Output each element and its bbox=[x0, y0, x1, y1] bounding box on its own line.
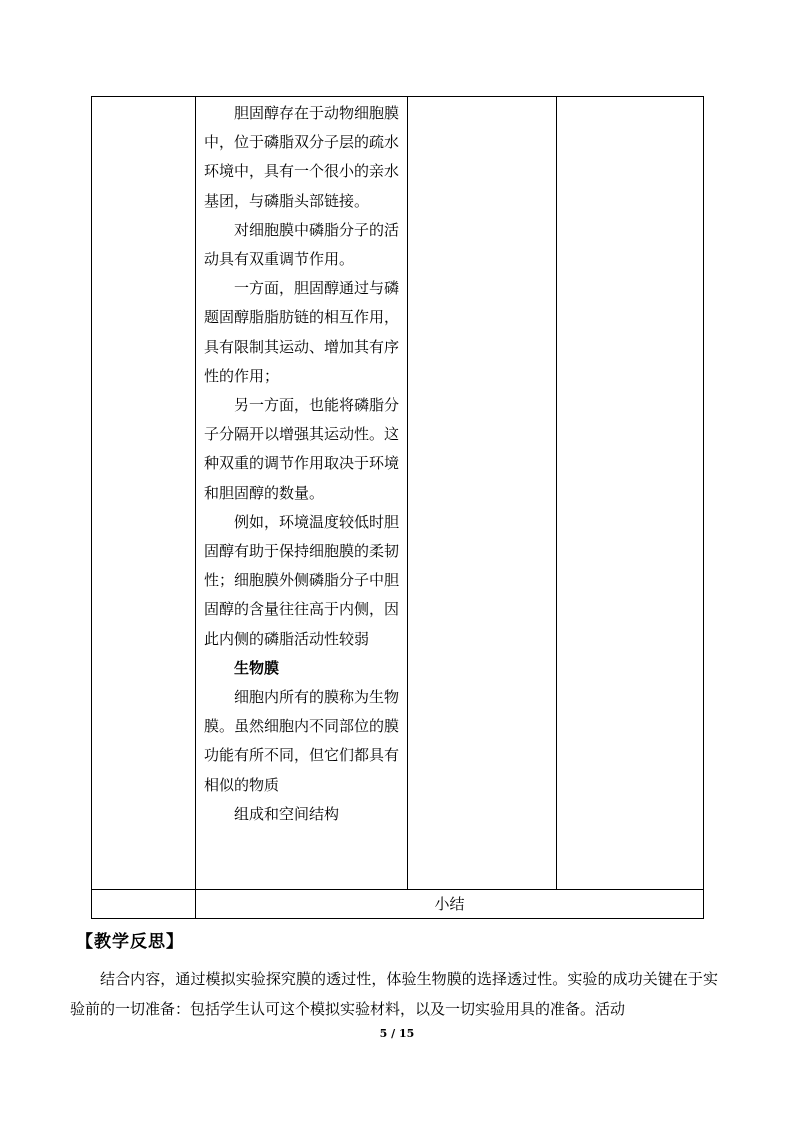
summary-cell: 小结 bbox=[196, 890, 704, 919]
page-number: 5 / 15 bbox=[379, 1027, 415, 1040]
paragraph-enhance-motion: 另一方面，也能将磷脂分子分隔开以增强其运动性。这种双重的调节作用取决于环境和胆固醇的数量。 bbox=[204, 396, 400, 502]
paragraph-biomembrane: 细胞内所有的膜称为生物膜。虽然细胞内不同部位的膜功能有所不同，但它们都具有相似的物质 bbox=[204, 688, 400, 794]
table-cell-empty-3 bbox=[408, 97, 557, 890]
heading-biomembrane: 生物膜 bbox=[234, 658, 280, 677]
paragraph-restrict-motion: 一方面，胆固醇通过与磷题固醇脂脂肪链的相互作用，具有限制其运动、增加其有序性的作用； bbox=[204, 279, 400, 385]
paragraph-dual-regulation: 对细胞膜中磷脂分子的活动具有双重调节作用。 bbox=[204, 220, 400, 269]
lesson-table bbox=[91, 96, 704, 919]
table-row bbox=[92, 97, 704, 890]
table-cell-empty-summary-left bbox=[92, 890, 196, 919]
paragraph-cholesterol-location: 胆固醇存在于动物细胞膜中，位于磷脂双分子层的疏水环境中，具有一个很小的亲水基团，与磷脂头部链接。 bbox=[204, 104, 400, 210]
paragraph-biomembrane-tail: 组成和空间结构 bbox=[234, 804, 340, 823]
section-heading-teaching-reflection: 【教学反思】 bbox=[76, 932, 184, 952]
table-cell-empty-left bbox=[92, 97, 196, 890]
table-cell-content bbox=[196, 97, 408, 890]
paragraph-example: 例如，环境温度较低时胆固醇有助于保持细胞膜的柔韧性；细胞膜外侧磷脂分子中胆固醇的含量往往高于内侧，因此内侧的磷脂活动性较弱 bbox=[204, 512, 400, 648]
reflection-paragraph: 结合内容，通过模拟实验探究膜的透过性，体验生物膜的选择透过性。实验的成功关键在于实验前的一切准备：包括学生认可这个模拟实验材料，以及一切实验用具的准备。活动 bbox=[70, 970, 718, 1018]
table-row-summary bbox=[92, 890, 704, 919]
table-cell-empty-4 bbox=[557, 97, 704, 890]
